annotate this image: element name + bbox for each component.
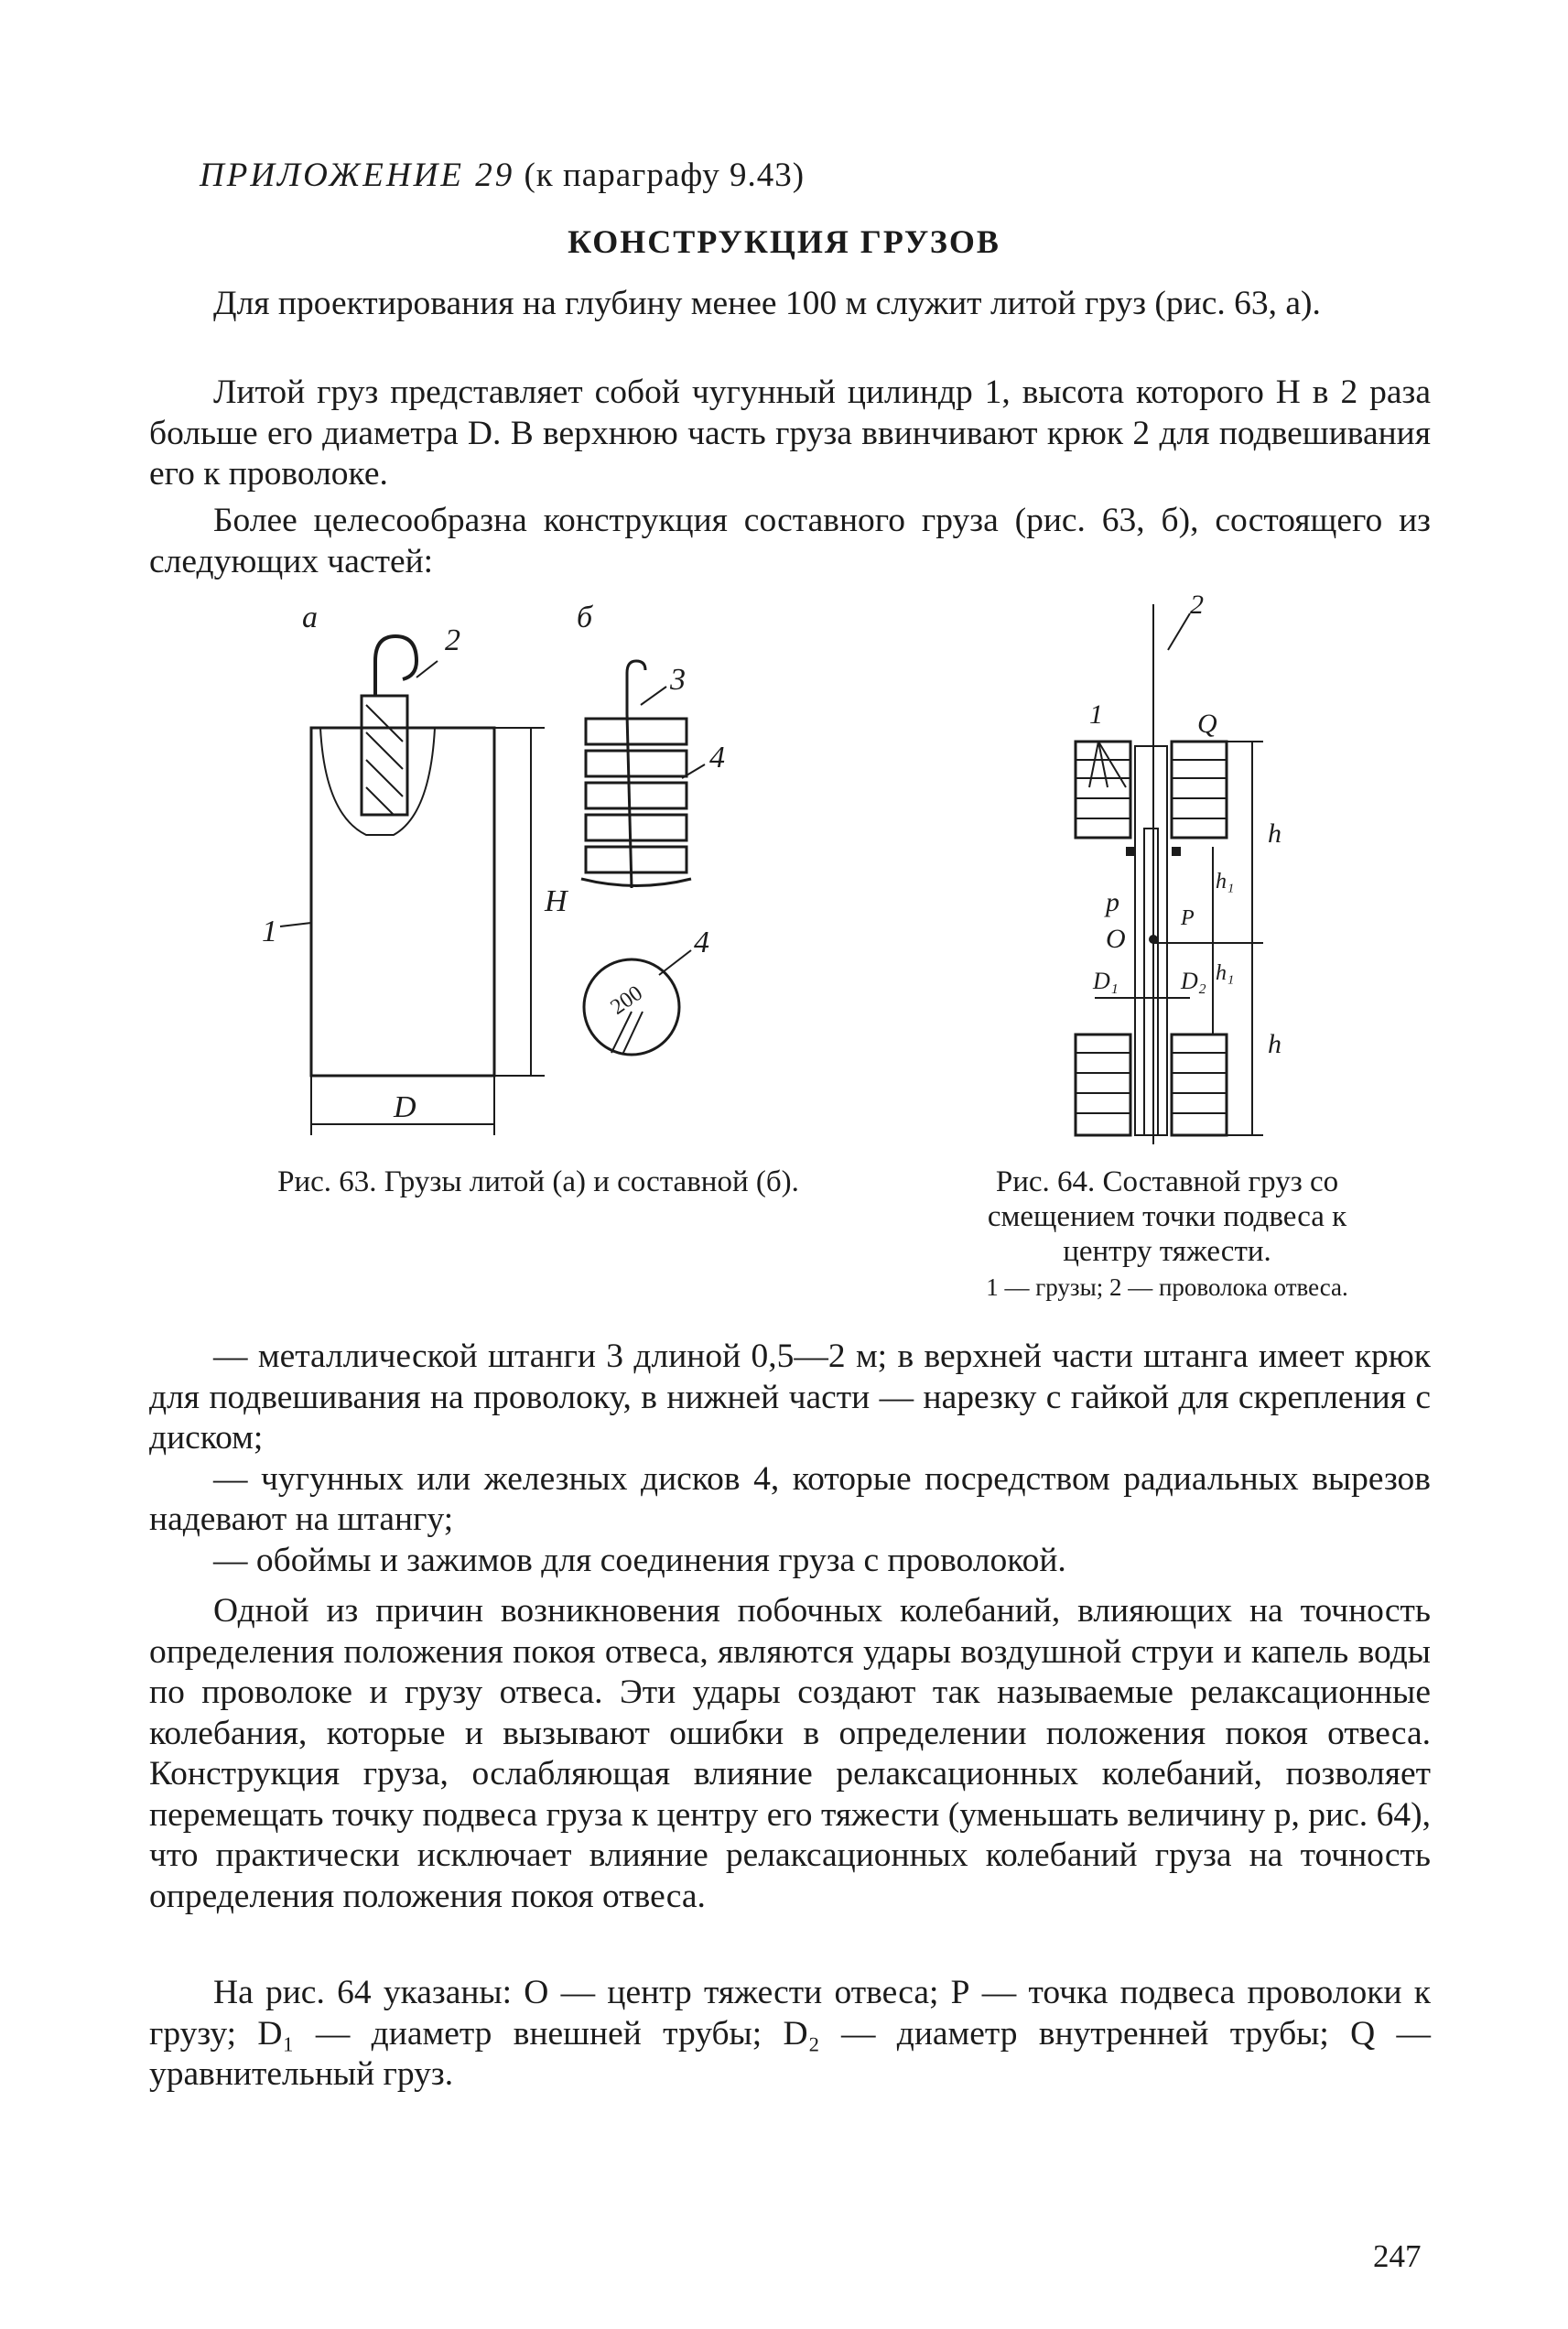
label-h-lower: h xyxy=(1268,1029,1281,1059)
figure-64-legend: 1 — грузы; 2 — проволока отвеса. xyxy=(986,1273,1348,1301)
cast-weight-hook-plug xyxy=(362,696,407,815)
paragraph-5-text: Одной из причин возникновения побочных колебаний, влияющих на точность определения положения покоя отвеса, являются удары воздушной струи и капель воды по проволоке и грузу отвеса. Эти удары создают так называемые релаксационные колебания, которые и вызывают ошибки в определении положения покоя отвеса. Конструкция груза, ослабляющая влияние релаксационных колебаний, позволяет перемещать точку подвеса груза к центру его тяжести (уменьшать величину р, рис. 64), что практически исключает влияние релаксационных колебаний груза на точность определения положения покоя отвеса. xyxy=(149,1592,1431,1915)
label-a: а xyxy=(302,601,318,634)
hook-2 xyxy=(375,636,416,696)
label-h1-upper: h₁ xyxy=(1216,870,1235,894)
dim-D: D xyxy=(394,1090,416,1124)
figure-64-caption xyxy=(952,1164,1382,1302)
cast-weight-body xyxy=(311,728,494,1076)
label-4: 4 xyxy=(709,741,725,775)
label-4-disc: 4 xyxy=(694,926,709,959)
list-item-clamps: — обоймы и зажимов для соединения груза с проволокой. xyxy=(213,1541,1066,1579)
list-item-discs: — чугунных или железных дисков 4, которые посредством радиальных вырезов надевают на штангу; xyxy=(149,1459,1431,1538)
paragraph-6-text: На рис. 64 указаны: О — центр тяжести отвеса; Р — точка подвеса проволоки к грузу; D₁ — диаметр внешней трубы; D₂ — диаметр внутренней трубы; Q — уравнительный груз. xyxy=(149,1974,1431,2093)
appendix-header xyxy=(200,156,805,195)
section-title: КОНСТРУКЦИЯ ГРУЗОВ xyxy=(568,223,1000,260)
label-2-wire: 2 xyxy=(1190,595,1204,620)
figure-63 xyxy=(229,595,796,1154)
label-3: 3 xyxy=(670,663,686,697)
paragraph-list xyxy=(149,1337,1431,1581)
label-h-upper: h xyxy=(1268,818,1281,849)
figure-64 xyxy=(1044,595,1355,1163)
paragraph-3-text: Более целесообразна конструкция составного груза (рис. 63, б), состоящего из следующих частей: xyxy=(149,502,1431,580)
label-O: O xyxy=(1106,924,1126,954)
dim-H: Н xyxy=(545,884,568,918)
label-Q: Q xyxy=(1197,709,1217,739)
figure-64-caption-text: Рис. 64. Составной груз со смещением точки подвеса к центру тяжести. xyxy=(987,1165,1347,1268)
page-number: 247 xyxy=(1373,2238,1422,2274)
rod-3 xyxy=(627,714,632,888)
disc-stack xyxy=(581,719,691,886)
paragraph-6 xyxy=(149,1973,1431,2096)
label-b: б xyxy=(577,601,593,634)
disc-size: 200 xyxy=(606,980,647,1020)
paragraph-3 xyxy=(149,501,1431,582)
list-item-rod: — металлической штанги 3 длиной 0,5—2 м; в верхней части штанга имеет крюк для подвешивания на проволоку, в нижней части — нарезку с гайкой для скрепления с диском; xyxy=(149,1338,1431,1457)
label-1: 1 xyxy=(262,915,277,948)
label-D2: D₂ xyxy=(1181,968,1206,994)
label-p: p xyxy=(1106,887,1119,917)
label-D1: D₁ xyxy=(1093,968,1119,994)
label-P: P xyxy=(1181,906,1195,930)
label-2: 2 xyxy=(445,623,460,657)
paragraph-1-text: Для проектирования на глубину менее 100 м служит литой груз (рис. 63, а). xyxy=(213,285,1321,322)
label-h1-lower: h₁ xyxy=(1216,961,1235,985)
paragraph-2-text: Литой груз представляет собой чугунный цилиндр 1, высота которого Н в 2 раза больше его диаметра D. В верхнюю часть груза ввинчивают крюк 2 для подвешивания его к проволоке. xyxy=(149,374,1431,493)
appendix-ref: (к параграфу 9.43) xyxy=(524,157,806,194)
paragraph-5 xyxy=(149,1591,1431,1917)
appendix-label: ПРИЛОЖЕНИЕ 29 xyxy=(200,157,515,194)
paragraph-1 xyxy=(149,284,1431,325)
figure-63-caption: Рис. 63. Грузы литой (а) и составной (б). xyxy=(277,1165,799,1198)
label-1-weights: 1 xyxy=(1089,699,1103,730)
paragraph-2 xyxy=(149,373,1431,495)
